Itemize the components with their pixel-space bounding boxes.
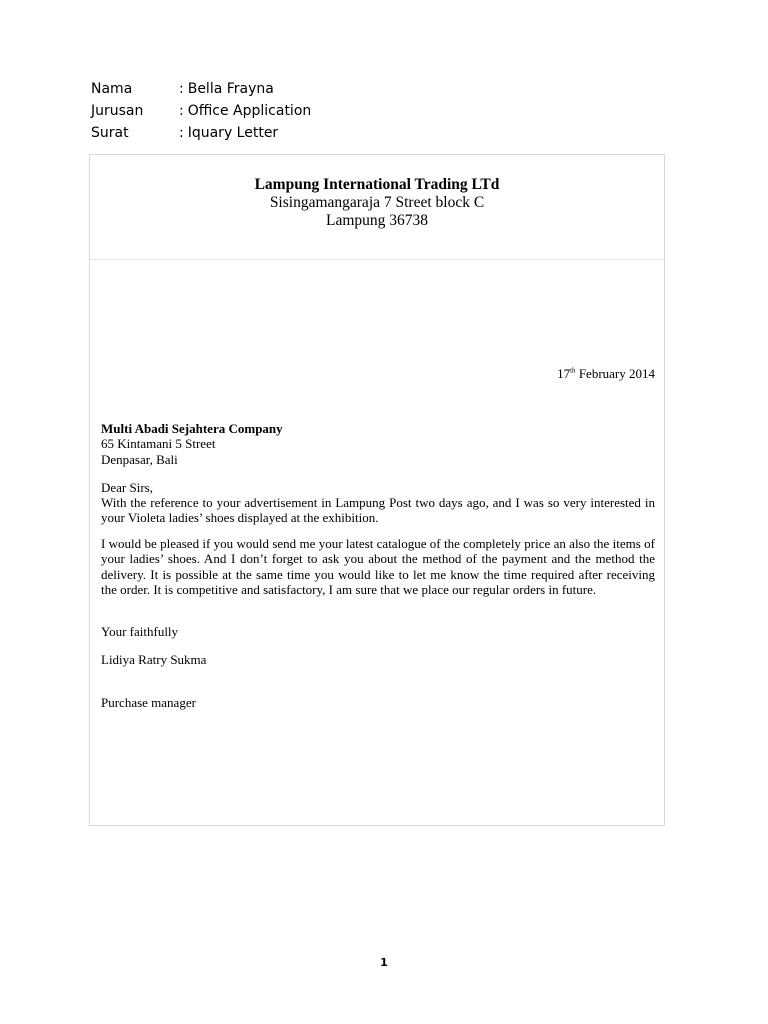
- letter-frame: [89, 154, 665, 826]
- info-value: Bella Frayna: [187, 81, 274, 97]
- complimentary-close: Your faithfully: [101, 624, 179, 639]
- info-row-surat: [91, 122, 311, 144]
- info-label: Jurusan: [91, 103, 144, 119]
- company-address-line1: Sisingamangaraja 7 Street block C: [269, 194, 485, 211]
- company-name: Lampung International Trading LTd: [254, 176, 500, 193]
- body-paragraph-2: I would be pleased if you would send me your latest catalogue of the completely price an also the items of your ladies’ shoes. And I don’t forget to ask you about the method of the payment and the method the delivery. It is possible at the same time you would like to let me know the time required after receiving the order. It is competitive and satisfactory, I am sure that we place our regular orders in future.: [101, 536, 655, 597]
- letterhead: [90, 155, 664, 260]
- date-suffix: th: [570, 366, 576, 375]
- signer-title: Purchase manager: [101, 695, 196, 710]
- page-number: 1: [380, 956, 388, 969]
- info-separator: :: [179, 103, 184, 119]
- info-value: Iquary Letter: [187, 125, 279, 141]
- body-paragraph-1: With the reference to your advertisement in Lampung Post two days ago, and I was so very interested in your Violeta ladies’ shoes displayed at the exhibition.: [101, 495, 655, 526]
- recipient-name: Multi Abadi Sejahtera Company: [101, 421, 283, 436]
- recipient-address-line2: Denpasar, Bali: [101, 451, 178, 467]
- date-rest: February 2014: [575, 366, 655, 381]
- info-row-nama: [91, 78, 311, 100]
- signer-name: Lidiya Ratry Sukma: [101, 652, 207, 667]
- recipient-block: [101, 421, 283, 467]
- info-row-jurusan: [91, 100, 311, 122]
- date-day: 17: [557, 366, 571, 381]
- company-address-line2: Lampung 36738: [325, 212, 429, 229]
- info-separator: :: [179, 125, 184, 141]
- salutation: Dear Sirs,: [101, 480, 153, 495]
- recipient-address-line1: 65 Kintamani 5 Street: [101, 436, 216, 452]
- student-info: [91, 78, 311, 144]
- info-separator: :: [179, 81, 184, 97]
- info-label: Nama: [91, 81, 133, 97]
- letter-date: [557, 366, 655, 381]
- info-value: Office Application: [187, 103, 312, 119]
- info-label: Surat: [91, 125, 129, 141]
